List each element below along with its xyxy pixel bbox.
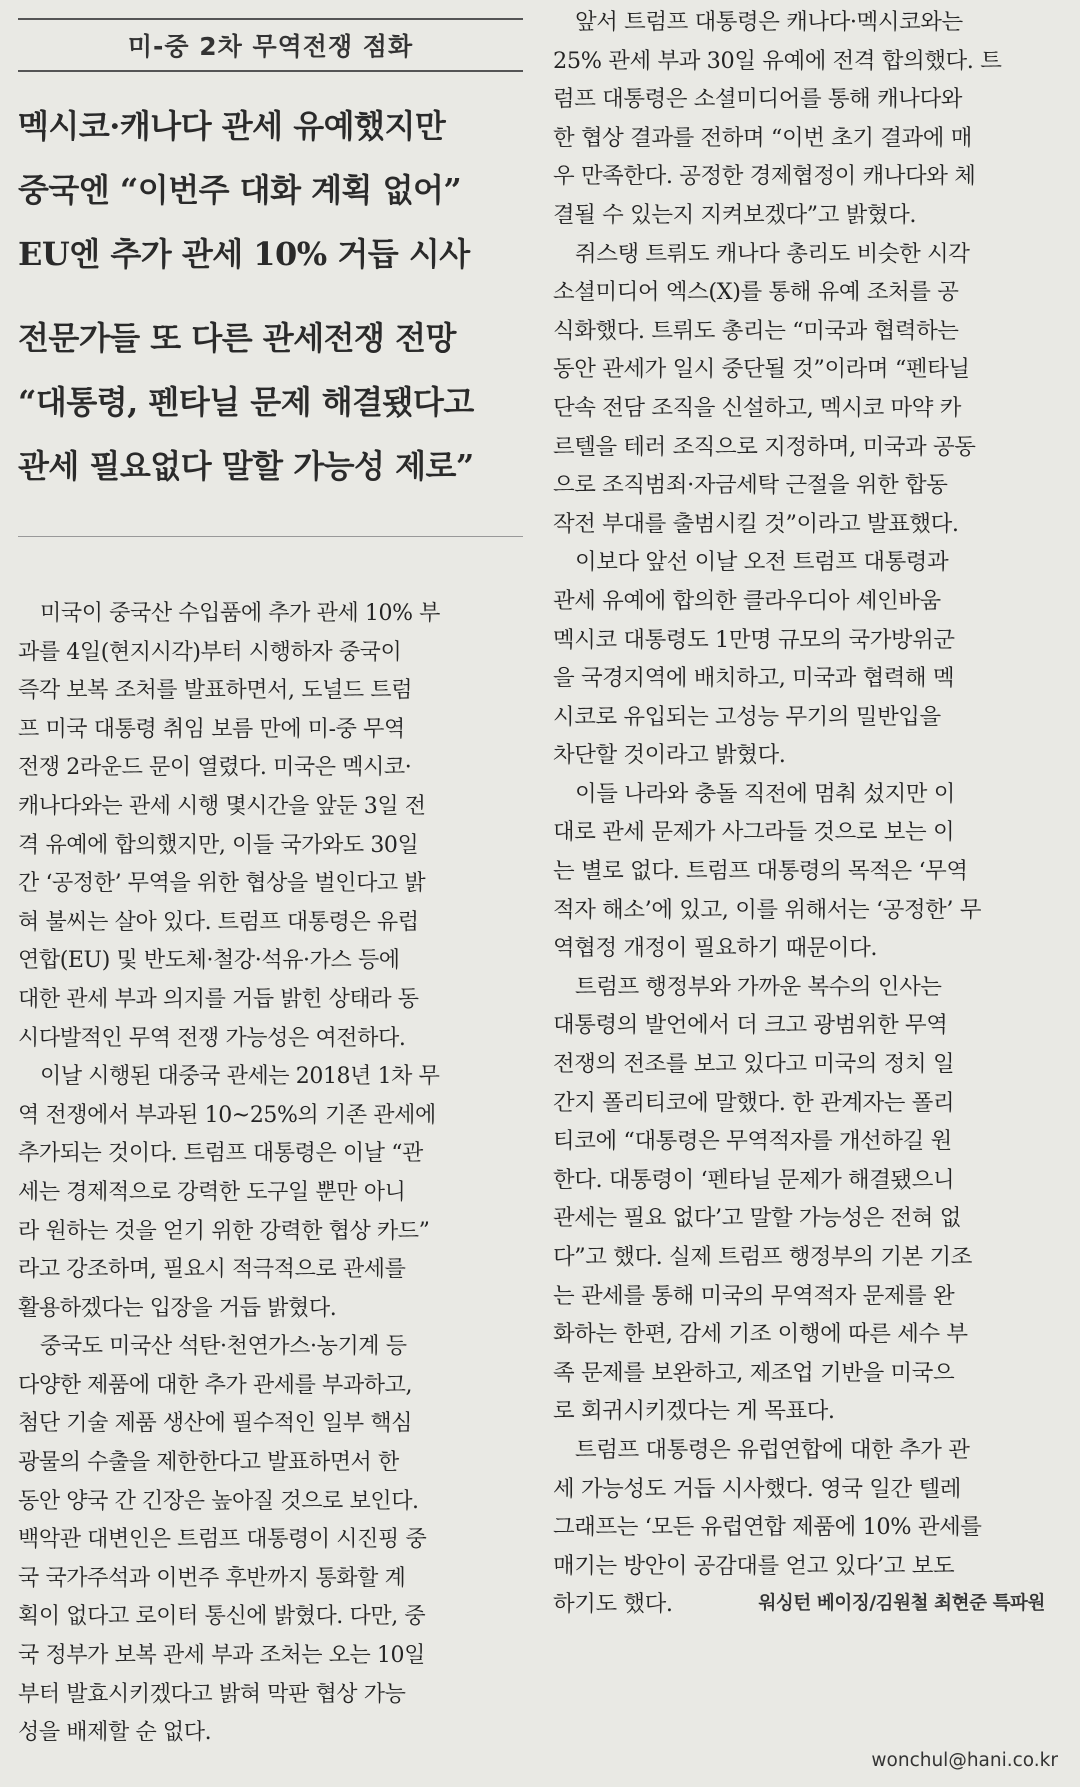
byline: 워싱턴 베이징/김원철 최현준 특파원 [758, 1593, 1045, 1615]
body-line: 25% 관세 부과 30일 유예에 전격 합의했다. 트 [553, 47, 1002, 74]
body-line: 시코로 유입되는 고성능 무기의 밀반입을 [553, 703, 941, 730]
body-line: 족 문제를 보완하고, 제조업 기반을 미국으 [553, 1359, 955, 1386]
body-line: 즉각 보복 조처를 발표하면서, 도널드 트럼 [18, 678, 413, 704]
body-line: 국 정부가 보복 관세 부과 조처는 오는 10일 [18, 1643, 425, 1669]
body-line: 역 전쟁에서 부과된 10~25%의 기존 관세에 [18, 1102, 436, 1128]
body-line: 라 원하는 것을 얻기 위한 강력한 협상 카드” [18, 1218, 430, 1244]
body-line: 앞서 트럼프 대통령은 캐나다·멕시코와는 [575, 9, 963, 35]
body-line: 소셜미디어 엑스(X)를 통해 유예 조처를 공 [553, 279, 959, 306]
body-line: 쥐스탱 트뤼도 캐나다 총리도 비슷한 시각 [575, 240, 970, 267]
body-line: 성을 배제할 순 없다. [18, 1720, 212, 1746]
body-line: 결될 수 있는지 지켜보겠다”고 밝혔다. [553, 201, 917, 228]
body-line: 는 별로 없다. 트럼프 대통령의 목적은 ‘무역 [553, 858, 968, 885]
body-line: 국 국가주석과 이번주 후반까지 통화할 계 [18, 1565, 406, 1591]
body-line: 시다발적인 무역 전쟁 가능성은 여전하다. [18, 1025, 406, 1051]
body-line: 대통령의 발언에서 더 크고 광범위한 무역 [553, 1012, 948, 1039]
body-line: 차단할 것이라고 밝혔다. [553, 742, 786, 769]
body-line: 다”고 했다. 실제 트럼프 행정부의 기본 기조 [553, 1244, 972, 1270]
section-kicker: 미-중 2차 무역전쟁 점화 [18, 18, 523, 72]
body-line: 동안 관세가 일시 중단될 것”이라며 “펜타닐 [553, 356, 970, 383]
body-line: 화하는 한편, 감세 기조 이행에 따른 세수 부 [553, 1321, 968, 1348]
body-line: 으로 조직범죄·자금세탁 근절을 위한 합동 [553, 472, 948, 499]
subheadline-line: 전문가들 또 다른 관세전쟁 전망 [18, 319, 456, 357]
body-line: 단속 전담 조직을 신설하고, 멕시코 마약 카 [553, 394, 961, 421]
left-body-text [18, 595, 523, 1753]
body-line: 우 만족한다. 공정한 경제협정이 캐나다와 체 [553, 163, 976, 190]
body-line: 한 협상 결과를 전하며 “이번 초기 결과에 매 [553, 124, 972, 151]
body-line: 중국도 미국산 석탄·천연가스·농기계 등 [40, 1334, 407, 1360]
final-line-with-byline [553, 1585, 1063, 1624]
body-line: 역협정 개정이 필요하기 때문이다. [553, 935, 878, 962]
body-line: 르텔을 테러 조직으로 지정하며, 미국과 공동 [553, 433, 976, 460]
body-line: 활용하겠다는 입장을 거듭 밝혔다. [18, 1295, 337, 1321]
headline-group-1 [18, 94, 523, 286]
body-line: 식화했다. 트뤼도 총리는 “미국과 협력하는 [553, 317, 959, 344]
body-line: 적자 해소’에 있고, 이를 위해서는 ‘공정한’ 무 [553, 896, 982, 923]
body-line: 이보다 앞선 이날 오전 트럼프 대통령과 [575, 549, 949, 576]
body-line: 그래프는 ‘모든 유럽연합 제품에 10% 관세를 [553, 1514, 982, 1541]
headline-line: 중국엔 “이번주 대화 계획 없어” [18, 171, 462, 209]
body-line: 격 유예에 합의했지만, 이들 국가와도 30일 [18, 832, 419, 858]
body-line: 하기도 했다. [553, 1591, 673, 1618]
body-line: 을 국경지역에 배치하고, 미국과 협력해 멕 [553, 665, 955, 692]
body-line: 라고 강조하며, 필요시 적극적으로 관세를 [18, 1257, 406, 1283]
body-line: 이날 시행된 대중국 관세는 2018년 1차 무 [40, 1064, 440, 1090]
body-line: 다양한 제품에 대한 추가 관세를 부과하고, [18, 1372, 413, 1398]
body-line: 는 관세를 통해 미국의 무역적자 문제를 완 [553, 1282, 955, 1309]
author-email: wonchul@hani.co.kr [871, 1750, 1058, 1771]
body-line: 캐나다와는 관세 시행 몇시간을 앞둔 3일 전 [18, 793, 426, 819]
body-line: 연합(EU) 및 반도체·철강·석유·가스 등에 [18, 948, 400, 974]
headline-divider [18, 536, 523, 537]
body-line: 세는 경제적으로 강력한 도구일 뿐만 아니 [18, 1179, 406, 1205]
body-line: 관세는 필요 없다’고 말할 가능성은 전혀 없 [553, 1205, 961, 1232]
body-line: 획이 없다고 로이터 통신에 밝혔다. 다만, 중 [18, 1604, 426, 1630]
body-line: 세 가능성도 거듭 시사했다. 영국 일간 텔레 [553, 1475, 961, 1502]
body-line: 과를 4일(현지시각)부터 시행하자 중국이 [18, 639, 402, 665]
body-line: 부터 발효시키겠다고 밝혀 막판 협상 가능 [18, 1681, 406, 1707]
subheadline-line: “대통령, 펜타닐 문제 해결됐다고 [18, 383, 474, 421]
body-line: 관세 유예에 합의한 클라우디아 셰인바움 [553, 587, 941, 614]
body-line: 전쟁 2라운드 문이 열렸다. 미국은 멕시코· [18, 755, 412, 781]
body-line: 혀 불씨는 살아 있다. 트럼프 대통령은 유럽 [18, 909, 419, 935]
body-line: 멕시코 대통령도 1만명 규모의 국가방위군 [553, 626, 955, 653]
body-line: 광물의 수출을 제한한다고 발표하면서 한 [18, 1450, 399, 1476]
headline-group-2 [18, 306, 523, 498]
headline-line: EU엔 추가 관세 10% 거듭 시사 [18, 235, 470, 273]
left-column [18, 0, 523, 1753]
body-line: 작전 부대를 출범시킬 것”이라고 발표했다. [553, 510, 959, 537]
body-line: 한다. 대통령이 ‘펜타닐 문제가 해결됐으니 [553, 1166, 955, 1193]
body-line: 추가되는 것이다. 트럼프 대통령은 이날 “관 [18, 1141, 423, 1167]
body-line: 트럼프 행정부와 가까운 복수의 인사는 [575, 973, 942, 1000]
body-line: 간지 폴리티코에 말했다. 한 관계자는 폴리 [553, 1089, 955, 1116]
body-line: 첨단 기술 제품 생산에 필수적인 일부 핵심 [18, 1411, 413, 1437]
body-line: 간 ‘공정한’ 무역을 위한 협상을 벌인다고 밝 [18, 871, 426, 897]
body-line: 이들 나라와 충돌 직전에 멈춰 섰지만 이 [575, 780, 955, 807]
right-column [553, 0, 1063, 1624]
body-line: 동안 양국 간 긴장은 높아질 것으로 보인다. [18, 1488, 419, 1514]
subheadline-line: 관세 필요없다 말할 가능성 제로” [18, 447, 474, 485]
body-line: 매기는 방안이 공감대를 얻고 있다’고 보도 [553, 1552, 955, 1579]
body-line: 대로 관세 문제가 사그라들 것으로 보는 이 [553, 819, 955, 846]
body-line: 미국이 중국산 수입품에 추가 관세 10% 부 [40, 601, 441, 626]
right-body-text [553, 3, 1063, 1585]
body-line: 전쟁의 전조를 보고 있다고 미국의 정치 일 [553, 1051, 955, 1078]
body-line: 티코에 “대통령은 무역적자를 개선하길 원 [553, 1128, 952, 1155]
body-line: 백악관 대변인은 트럼프 대통령이 시진핑 중 [18, 1527, 427, 1553]
body-line: 럼프 대통령은 소셜미디어를 통해 캐나다와 [553, 86, 962, 113]
body-line: 트럼프 대통령은 유럽연합에 대한 추가 관 [575, 1436, 970, 1463]
body-line: 프 미국 대통령 취임 보름 만에 미-중 무역 [18, 716, 405, 742]
headline-line: 멕시코·캐나다 관세 유예했지만 [18, 107, 446, 145]
body-line: 대한 관세 부과 의지를 거듭 밝힌 상태라 동 [18, 986, 419, 1012]
body-line: 로 회귀시키겠다는 게 목표다. [553, 1398, 835, 1425]
